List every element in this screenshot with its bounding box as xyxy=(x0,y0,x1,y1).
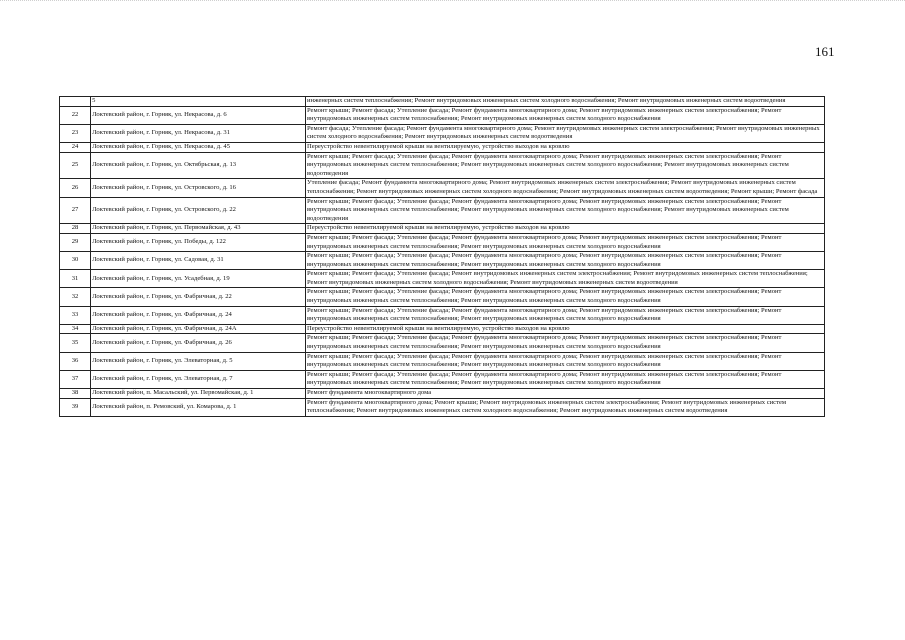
works-cell: Переустройство невентилируемой крыши на вентилируемую, устройство выходов на кровлю xyxy=(305,224,824,234)
works-cell: Ремонт крыши; Ремонт фасада; Утепление фасада; Ремонт фундамента многоквартирного дома; Ремонт внутридомовых инженерных систем электроснабжения; Ремонт внутридомовых инженерных систем теплоснабжения; Ремонт внутридомовых инженерных систем холодного водоснабжения xyxy=(305,306,824,324)
table-row xyxy=(60,270,825,288)
address-cell: Локтевский район, г. Горняк, ул. Октябрьская, д. 13 xyxy=(91,152,306,179)
address-cell: Локтевский район, г. Горняк, ул. Некрасова, д. 45 xyxy=(91,142,306,152)
row-number-cell: 39 xyxy=(60,398,91,416)
address-cell: Локтевский район, г. Горняк, ул. Фабричная, д. 24 xyxy=(91,306,306,324)
table-row xyxy=(60,324,825,334)
row-number-cell: 36 xyxy=(60,352,91,370)
table-row xyxy=(60,142,825,152)
address-cell: Локтевский район, п. Масальский, ул. Первомайская, д. 1 xyxy=(91,389,306,399)
row-number-cell: 28 xyxy=(60,224,91,234)
table-row xyxy=(60,224,825,234)
address-cell: Локтевский район, г. Горняк, ул. Победы, д. 122 xyxy=(91,233,306,251)
address-cell: Локтевский район, г. Горняк, ул. Островского, д. 22 xyxy=(91,197,306,224)
works-cell: Ремонт крыши; Ремонт фасада; Утепление фасада; Ремонт фундамента многоквартирного дома; Ремонт внутридомовых инженерных систем электроснабжения; Ремонт внутридомовых инженерных систем теплоснабжения; Ремонт внутридомовых инженерных систем холодного водоснабжения xyxy=(305,233,824,251)
row-number-cell: 29 xyxy=(60,233,91,251)
row-number-cell: 38 xyxy=(60,389,91,399)
works-cell: Ремонт крыши; Ремонт фасада; Утепление фасада; Ремонт внутридомовых инженерных систем электроснабжения; Ремонт внутридомовых инженерных систем теплоснабжения; Ремонт внутридомовых инженерных систем холодного водоснабжения; Ремонт внутридомовых инженерных систем водоотведения xyxy=(305,270,824,288)
works-cell: Ремонт фасада; Утепление фасада; Ремонт фундамента многоквартирного дома; Ремонт внутридомовых инженерных систем электроснабжения; Ремонт внутридомовых инженерных систем холодного водоснабжения; Ремонт внутридомовых инженерных систем водоотведения xyxy=(305,124,824,142)
works-cell: Ремонт крыши; Ремонт фасада; Утепление фасада; Ремонт фундамента многоквартирного дома; Ремонт внутридомовых инженерных систем электроснабжения; Ремонт внутридомовых инженерных систем теплоснабжения; Ремонт внутридомовых инженерных систем холодного водоснабжения; Ремонт внутридомовых инженерных систем водоотведения xyxy=(305,197,824,224)
works-cell: Ремонт фундамента многоквартирного дома; Ремонт крыши; Ремонт внутридомовых инженерных систем электроснабжения; Ремонт внутридомовых инженерных систем теплоснабжения; Ремонт внутридомовых инженерных систем холодного водоснабжения; Ремонт внутридомовых инженерных систем водоотведения xyxy=(305,398,824,416)
table-row xyxy=(60,288,825,306)
address-cell: Локтевский район, г. Горняк, ул. Островского, д. 16 xyxy=(91,179,306,197)
table-row xyxy=(60,179,825,197)
address-cell: Локтевский район, г. Горняк, ул. Некрасова, д. 31 xyxy=(91,124,306,142)
works-cell: Ремонт крыши; Ремонт фасада; Утепление фасада; Ремонт фундамента многоквартирного дома; Ремонт внутридомовых инженерных систем электроснабжения; Ремонт внутридомовых инженерных систем теплоснабжения; Ремонт внутридомовых инженерных систем холодного водоснабжения xyxy=(305,106,824,124)
address-cell: Локтевский район, г. Горняк, ул. Некрасова, д. 6 xyxy=(91,106,306,124)
table-row xyxy=(60,398,825,416)
scan-artifact-line xyxy=(0,0,905,5)
row-number-cell: 23 xyxy=(60,124,91,142)
row-number-cell: 30 xyxy=(60,252,91,270)
address-cell: Локтевский район, г. Горняк, ул. Фабричная, д. 24А xyxy=(91,324,306,334)
row-number-cell: 35 xyxy=(60,334,91,352)
works-cell: Утепление фасада; Ремонт фундамента многоквартирного дома; Ремонт внутридомовых инженерных систем электроснабжения; Ремонт внутридомовых инженерных систем теплоснабжения; Ремонт внутридомовых инженерных систем холодного водоснабжения; Ремонт внутридомовых инженерных систем водоотведения; Ремонт крыши; Ремонт фасада xyxy=(305,179,824,197)
table-body xyxy=(60,97,825,417)
works-cell: инженерных систем теплоснабжения; Ремонт внутридомовых инженерных систем холодного водоснабжения; Ремонт внутридомовых инженерных систем водоотведения xyxy=(305,97,824,107)
address-cell: Локтевский район, г. Горняк, ул. Садовая, д. 31 xyxy=(91,252,306,270)
row-number-cell: 32 xyxy=(60,288,91,306)
works-cell: Ремонт крыши; Ремонт фасада; Утепление фасада; Ремонт фундамента многоквартирного дома; Ремонт внутридомовых инженерных систем электроснабжения; Ремонт внутридомовых инженерных систем теплоснабжения; Ремонт внутридомовых инженерных систем холодного водоснабжения xyxy=(305,288,824,306)
page-number: 161 xyxy=(815,44,835,59)
table-row xyxy=(60,389,825,399)
table-row xyxy=(60,233,825,251)
table-row xyxy=(60,352,825,370)
row-number-cell: 24 xyxy=(60,142,91,152)
table-row xyxy=(60,97,825,107)
row-number-cell xyxy=(60,97,91,107)
works-cell: Переустройство невентилируемой крыши на вентилируемую, устройство выходов на кровлю xyxy=(305,142,824,152)
row-number-cell: 33 xyxy=(60,306,91,324)
row-number-cell: 34 xyxy=(60,324,91,334)
table-row xyxy=(60,152,825,179)
works-cell: Ремонт крыши; Ремонт фасада; Утепление фасада; Ремонт фундамента многоквартирного дома; Ремонт внутридомовых инженерных систем электроснабжения; Ремонт внутридомовых инженерных систем теплоснабжения; Ремонт внутридомовых инженерных систем холодного водоснабжения xyxy=(305,370,824,388)
table-row xyxy=(60,197,825,224)
address-cell: Локтевский район, г. Горняк, ул. Фабричная, д. 22 xyxy=(91,288,306,306)
table-row xyxy=(60,252,825,270)
row-number-cell: 37 xyxy=(60,370,91,388)
address-cell: 5 xyxy=(91,97,306,107)
address-cell: Локтевский район, г. Горняк, ул. Элеваторная, д. 5 xyxy=(91,352,306,370)
works-cell: Ремонт крыши; Ремонт фасада; Утепление фасада; Ремонт фундамента многоквартирного дома; Ремонт внутридомовых инженерных систем электроснабжения; Ремонт внутридомовых инженерных систем теплоснабжения; Ремонт внутридомовых инженерных систем холодного водоснабжения; Ремонт внутридомовых инженерных систем водоотведения xyxy=(305,152,824,179)
table-row xyxy=(60,124,825,142)
address-cell: Локтевский район, г. Горняк, ул. Элеваторная, д. 7 xyxy=(91,370,306,388)
address-cell: Локтевский район, г. Горняк, ул. Фабричная, д. 26 xyxy=(91,334,306,352)
works-cell: Ремонт крыши; Ремонт фасада; Утепление фасада; Ремонт фундамента многоквартирного дома; Ремонт внутридомовых инженерных систем электроснабжения; Ремонт внутридомовых инженерных систем теплоснабжения; Ремонт внутридомовых инженерных систем холодного водоснабжения xyxy=(305,252,824,270)
row-number-cell: 25 xyxy=(60,152,91,179)
works-cell: Ремонт крыши; Ремонт фасада; Утепление фасада; Ремонт фундамента многоквартирного дома; Ремонт внутридомовых инженерных систем электроснабжения; Ремонт внутридомовых инженерных систем теплоснабжения; Ремонт внутридомовых инженерных систем холодного водоснабжения xyxy=(305,334,824,352)
table-row xyxy=(60,370,825,388)
address-cell: Локтевский район, п. Ремовский, ул. Комарова, д. 1 xyxy=(91,398,306,416)
repair-works-table xyxy=(59,96,825,417)
address-cell: Локтевский район, г. Горняк, ул. Усадебная, д. 19 xyxy=(91,270,306,288)
row-number-cell: 27 xyxy=(60,197,91,224)
table-row xyxy=(60,306,825,324)
works-cell: Ремонт крыши; Ремонт фасада; Утепление фасада; Ремонт фундамента многоквартирного дома; Ремонт внутридомовых инженерных систем электроснабжения; Ремонт внутридомовых инженерных систем теплоснабжения; Ремонт внутридомовых инженерных систем холодного водоснабжения xyxy=(305,352,824,370)
works-cell: Переустройство невентилируемой крыши на вентилируемую, устройство выходов на кровлю xyxy=(305,324,824,334)
works-cell: Ремонт фундамента многоквартирного дома xyxy=(305,389,824,399)
table-row xyxy=(60,106,825,124)
table-row xyxy=(60,334,825,352)
row-number-cell: 26 xyxy=(60,179,91,197)
address-cell: Локтевский район, г. Горняк, ул. Первомайская, д. 43 xyxy=(91,224,306,234)
row-number-cell: 31 xyxy=(60,270,91,288)
row-number-cell: 22 xyxy=(60,106,91,124)
